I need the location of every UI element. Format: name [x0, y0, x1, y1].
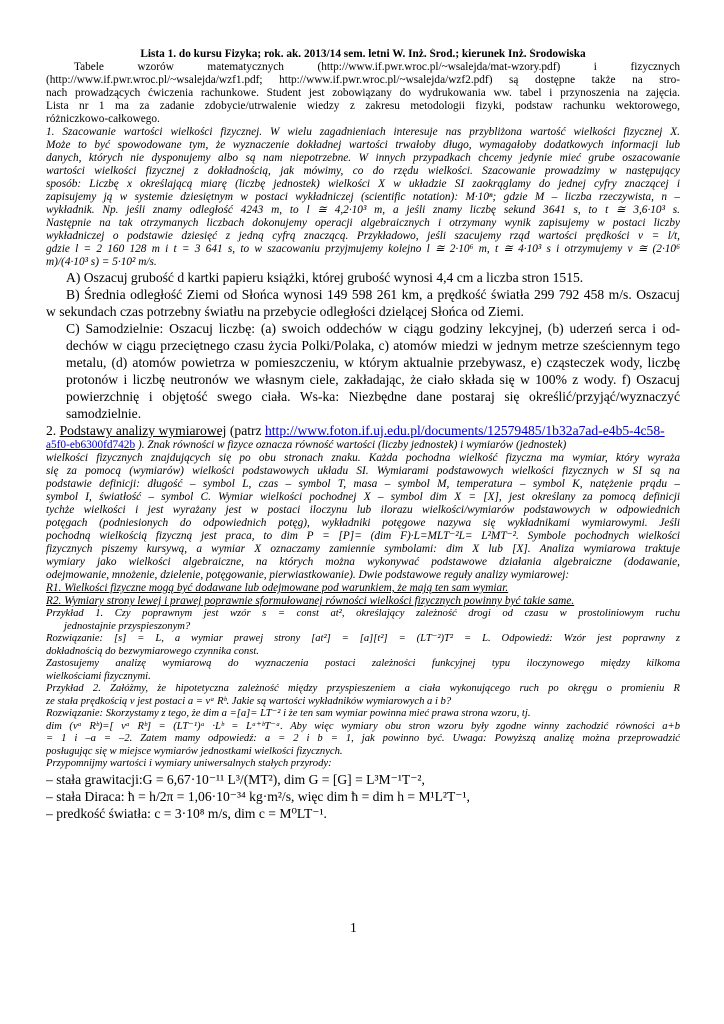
section2-line: podstawie definicji: długość – symbol L, czas – symbol T, masa – symbol M, temperatura – symbol K, natężenie prądu –	[46, 478, 680, 490]
section2-heading: 2. Podstawy analizy wymiarowej (patrz http://www.foton.if.uj.edu.pl/documents/12579485/1b32a7ad-e4b5-4c58-	[46, 423, 665, 438]
section2-line: pochodną wielkością fizyczną jest praca, to dim P = [P]= (dim F)·L=MLT⁻²L= L²MT⁻². Symbole pochodnych wielkości	[46, 530, 680, 542]
foton-link[interactable]: http://www.foton.if.uj.edu.pl/documents/12579485/1b32a7ad-e4b5-4c58-	[264, 423, 665, 438]
example-line: dim (vᵃ Rᵇ)=[ vᵃ Rᵇ] = (LT⁻¹)ᵃ ·Lᵇ = Lᵃ⁺ᵇT⁻ᵃ. Aby więc wymiary obu stron wzoru były zgodne winny zachodzić równości a+b	[46, 720, 680, 732]
example-line: ze stała prędkością v jest postaci a = vᵃ Rᵇ. Jakie są wartości wykładników wymiarowych a i b?	[46, 695, 452, 707]
section2-line: wymiary jako wielkości algebraiczne, na których można wykonywać podstawowe działania algebraiczne (dodawanie,	[46, 556, 680, 568]
document-title: Lista 1. do kursu Fizyka; rok. ak. 2013/14 sem. letni W. Inż. Środ.; kierunek Inż. Środowiska	[140, 48, 586, 60]
section2-title: Podstawy analizy wymiarowej	[59, 423, 227, 438]
foton-link-cont[interactable]: a5f0-eb6300fd742b	[46, 439, 136, 451]
task-b-cont: w sekundach czas potrzebny światłu na przebycie odległości dzielącej Słońca od Ziemi.	[46, 304, 524, 319]
example-line: Zastosujemy analizę wymiarową do wyznaczenia postaci zależności funkcyjnej typu iloczynowego między kilkoma	[46, 658, 680, 669]
section1-line: zapisujemy ją w systemie dziesiętnym w postaci wykładniczej (scientific notation): M·10ⁿ; gdzie M – liczba rzeczywista, n –	[46, 191, 680, 203]
section1-line: m)/(4·10³ s) = 5·10² m/s.	[46, 256, 157, 268]
section1-line: gdzie l = 2 160 128 m i t = 3 641 s, to w szacowaniu przyjmujemy kolejno l ≅ 2·10⁶ m, t ≅ 4·10³ s i otrzymujemy v ≅ (2·10⁶	[46, 243, 680, 255]
section2-line: się za pomocą (wymiarów) wielkości podstawowych układu SI. Wymiarami podstawowych wielkości fizycznych w SI są na	[46, 465, 680, 477]
section1-line: Następnie na tak otrzymanych liczbach dokonujemy operacji algebraicznych i otrzymany wynik zapisujemy w postaci liczby	[46, 217, 680, 229]
section1-line: wykładnik. Np. jeśli znamy odległość 4243 m, to l ≅ 4,2·10³ m, a jeśli znamy liczbę sekund 3641 s, to t ≅ 3,6·10³ s.	[46, 204, 680, 216]
rule-r1: R1. Wielkości fizyczne mogą być dodawane lub odejmowane pod warunkiem, że mają ten sam wymiar.	[46, 582, 509, 594]
constant-dirac: – stała Diraca: ħ = h/2π = 1,06·10⁻³⁴ kg·m²/s, więc dim ħ = dim h = M¹L²T⁻¹,	[46, 788, 470, 804]
constant-gravity: – stała grawitacji:G = 6,67·10⁻¹¹ L³/(MT²), dim G = [G] = L³M⁻¹T⁻²,	[46, 771, 425, 787]
task-c: C) Samodzielnie: Oszacuj liczbę: (a) swoich oddechów w ciągu godziny lekcyjnej, (b) uderzeń serca i od-	[66, 321, 680, 336]
section2-line: wielkości fizycznych znajdujących się po obu stronach znaku. Każda pochodna wielkość fizyczna ma wymiar, który wyraża	[46, 452, 680, 464]
section1-line: wartości wielkości fizycznej z dokładnością, jak mówimy, co do rzędu wielkości. Szacowanie prowadzimy w następujący	[46, 165, 680, 177]
intro-line: nach prowadzących ćwiczenia rachunkowe. Student jest zobowiązany do wydrukowania ww. tabel i przynoszenia na zajęcia.	[46, 87, 680, 99]
page-number: 1	[350, 920, 357, 935]
section1-line: 1. Szacowanie wartości wielkości fizycznej. W wielu zagadnieniach interesuje nas przybliżona wartość wielkości fizycznej X.	[46, 126, 680, 138]
example-line: dokładnością do bezwymiarowego czynnika const.	[46, 645, 259, 657]
intro-line: Lista nr 1 ma za zadanie zdobycie/utrwalenie wiedzy z zakresu metodologii fizyki, podstaw rachunku wektorowego,	[46, 100, 680, 112]
task-c-cont: protonów i liczbę neutronów we własnym ciele, zakładając, że ciało składa się w 100% z wody. f) Oszacuj	[66, 372, 680, 387]
task-c-cont: samodzielnie.	[66, 406, 142, 421]
section2-line: potęgach (podniesionych do odpowiednich potęg), wykładniki potęgowe nazywa się wykładnikami wymiarowymi. Jeśli	[46, 517, 680, 529]
section1-line: sposób: Liczbę x określającą miarę (liczbę jednostek) wielkości X w układzie SI zaokrąglamy do jednej cyfry znaczącej i	[46, 178, 680, 190]
example-line: Przypomnijmy wartości i wymiary uniwersalnych stałych przyrody:	[46, 758, 332, 769]
example-line: posługując się w miejsce wymiarów jednostkami wielkości fizycznych.	[46, 745, 343, 757]
task-c-cont: powierzchnię i objętość swego ciała. Ws-ka: Niezbędne dane postaraj się określić/przyjąć/wyznaczyć	[66, 389, 680, 404]
example-line: wielkościami fizycznymi.	[46, 670, 151, 682]
intro-line: (http://www.if.pwr.wroc.pl/~wsalejda/wzf1.pdf; http://www.if.pwr.wroc.pl/~wsalejda/wzf2.pdf) są dostępne także na stro-	[46, 74, 680, 86]
example-line: = 1 i –a = –2. Zatem mamy odpowiedź: a = 2 i b = 1, jak powinno być. Uwaga: Powyższą analizę można przeprowadzić	[46, 733, 680, 744]
example-line: Przykład 1. Czy poprawnym jest wzór s = const at², określający zależność drogi od czasu w prostoliniowym ruchu	[46, 608, 680, 619]
document-page	[46, 48, 680, 822]
example-line: Rozwiązanie: [s] = L, a wymiar prawej strony [at²] = [a][t²] = (LT⁻²)T² = L. Odpowiedź: Wzór jest poprawny z	[46, 633, 680, 644]
intro-line: różniczkowo-całkowego.	[46, 113, 160, 125]
intro-line: Tabele wzorów matematycznych (http://www.if.pwr.wroc.pl/~wsalejda/mat-wzory.pdf) i fizycznych	[74, 61, 680, 73]
section1-line: Może to być spowodowane tym, że wyznaczenie dokładnej wartości trwałoby długo, wymagałoby dodatkowych informacji lub	[46, 139, 680, 151]
task-a: A) Oszacuj grubość d kartki papieru książki, której grubość wynosi 4,4 cm a liczba stron 1515.	[66, 270, 584, 285]
constant-light-speed: – predkość światła: c = 3·10⁸ m/s, dim c = M⁰LT⁻¹.	[46, 805, 327, 821]
section2-line: fizycznych piszemy kursywą, a wymiar X oznaczamy zamiennie symbolami: dim X lub [X]. Analiza wymiarowa traktuje	[46, 543, 680, 555]
rule-r2: R2. Wymiary strony lewej i prawej poprawnie sformułowanej równości wielkości fizycznych powinny być takie same.	[46, 595, 575, 607]
task-c-cont: metalu, (d) atomów powietrza w pomieszczeniu, w którym aktualnie przebywasz, e) cząsteczek wody, liczbę	[66, 355, 680, 370]
section1-line: wykładniczej o podstawie dziesięć z jedną cyfrą znaczącą. Przykładowo, jeśli szacujemy rząd wartości prędkości v = l/t,	[46, 230, 680, 242]
section2-line: symbol I, światłość – symbol C. Wymiar wielkości pochodnej X – symbol dim X = [X], jest określany za pomocą definicji	[46, 491, 680, 503]
example-line: jednostajnie przyspieszonym?	[64, 620, 191, 632]
example-line: Rozwiązanie: Skorzystamy z tego, że dim a =[a]= LT⁻² i że ten sam wymiar powinna mieć prawa strona wzoru, tj.	[46, 708, 531, 719]
task-c-cont: dechów w ciągu przeciętnego czasu życia Polki/Polaka, c) atomów miedzi w jednym metrze sześciennym tego	[66, 338, 680, 353]
section2-line: odejmowanie, mnożenie, dzielenie, potęgowanie, pierwiastkowanie). Dwie podstawowe reguły analizy wymiarowej:	[46, 569, 570, 581]
example-line: Przykład 2. Załóżmy, że hipotetyczna zależność między przyspieszeniem a ciała wykonującego ruch po okręgu o promieniu R	[46, 683, 680, 694]
task-b: B) Średnia odległość Ziemi od Słońca wynosi 149 598 261 km, a prędkość światła 299 792 458 m/s. Oszacuj	[66, 287, 680, 302]
section2-line: a5f0-eb6300fd742b ). Znak równości w fizyce oznacza równość wartości (liczby jednostek) i wymiarów (jednostek)	[46, 439, 567, 451]
section2-line: tychże wielkości i jest wyrażany jest w postaci iloczynu lub ilorazu wielkości/wymiarów podstawowych w odpowiednich	[46, 504, 680, 516]
section1-line: danych, których nie dysponujemy albo są nam niepotrzebne. W innych przypadkach chcemy jedynie mieć grube oszacowanie	[46, 152, 680, 164]
